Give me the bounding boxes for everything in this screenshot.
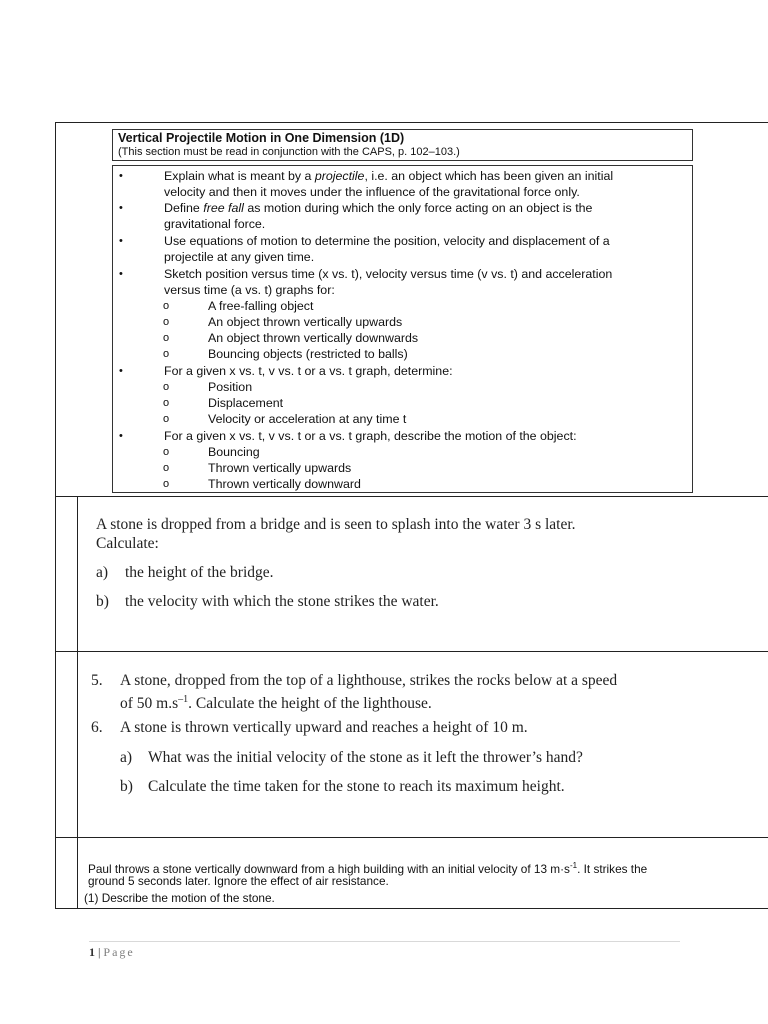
circle-bullet-icon: o (163, 381, 170, 393)
list-item-text: Define free fall as motion during which the only force acting on an object is the (164, 201, 593, 215)
part-text: the height of the bridge. (125, 564, 274, 581)
circle-bullet-icon: o (163, 332, 170, 344)
circle-bullet-icon: o (163, 316, 170, 328)
circle-bullet-icon: o (163, 348, 170, 360)
question-text: Paul throws a stone vertically downward from a high building with an initial velocity of 13 $m\cdot s^{-1}$. It strikes the (88, 861, 648, 876)
objectives-list: • Explain what is meant by a projectile, i.e. an object which has been given an initial velocity and then it moves under the influence of the gravitational force only. • Define free fall as motion during which the only force acting on an object is the gravitational force. • Use equations of motion to determine the position, velocity and displacement of a projectile at any given time. • Sketch position versus time (x vs. t), velocity versus time (v vs. t) and acceleration versus time (a vs. t) graphs for: o A free-falling object o An object thrown vertically upwards o An object thrown vertically downwards o Bouncing objects (restricted to balls) • For a given x vs. t, v vs. t or a vs. t graph, determine: o Position o Displacement o Velocity or acceleration at any time t • For a given x vs. t, v vs. t or a vs. t graph, describe the motion of the object: o Bouncing o Thrown vertically upwards o Thrown vertically downward (112, 165, 693, 493)
page-word: Page (103, 945, 135, 959)
circle-bullet-icon: o (163, 397, 170, 409)
list-item-text: Sketch position versus time (x vs. t), velocity versus time (v vs. t) and acceleration (164, 267, 613, 281)
worksheet-table (55, 122, 768, 909)
list-item-text: For a given x vs. t, v vs. t or a vs. t graph, determine: (164, 364, 453, 378)
question-text: A stone is dropped from a bridge and is seen to splash into the water 3 s later. (96, 516, 576, 533)
question-number: 6. (91, 719, 103, 736)
circle-bullet-icon: o (163, 413, 170, 425)
question-text: (1) Describe the motion of the stone. (84, 891, 275, 905)
page-number: 1 (89, 945, 95, 959)
row-divider (56, 496, 768, 497)
part-text: Calculate the time taken for the stone to reach its maximum height. (148, 778, 565, 795)
question-text: of 50 $m.s^{-1}$. Calculate the height of the lighthouse. (120, 694, 432, 713)
bullet-icon: • (119, 170, 123, 182)
section-header-box (112, 129, 693, 161)
section-title: Vertical Projectile Motion in One Dimension (1D) (118, 131, 405, 145)
part-text: What was the initial velocity of the stone as it left the thrower’s hand? (148, 749, 583, 766)
bullet-icon: • (119, 235, 123, 247)
part-label: b) (96, 593, 109, 610)
part-label: b) (120, 778, 133, 795)
question-text: Calculate: (96, 535, 159, 552)
list-item-text: Explain what is meant by a projectile, i.e. an object which has been given an initial (164, 169, 614, 183)
list-item-text: For a given x vs. t, v vs. t or a vs. t graph, describe the motion of the object: (164, 429, 577, 443)
question-number: 5. (91, 672, 103, 689)
circle-bullet-icon: o (163, 478, 170, 490)
question-text: A stone is thrown vertically upward and reaches a height of 10 m. (120, 719, 528, 736)
circle-bullet-icon: o (163, 300, 170, 312)
row-divider (56, 651, 768, 652)
bullet-icon: • (119, 202, 123, 214)
question-text: ground 5 seconds later. Ignore the effect of air resistance. (88, 874, 389, 888)
margin-column-divider (77, 497, 78, 909)
circle-bullet-icon: o (163, 462, 170, 474)
footer-divider (89, 941, 680, 942)
part-text: the velocity with which the stone strikes the water. (125, 593, 439, 610)
bullet-icon: • (119, 430, 123, 442)
page-footer (89, 945, 135, 960)
footer-separator: | (95, 945, 104, 959)
section-subtitle: (This section must be read in conjunction with the CAPS, p. 102–103.) (118, 146, 460, 158)
list-item-text: Use equations of motion to determine the position, velocity and displacement of a (164, 234, 610, 248)
part-label: a) (120, 749, 133, 766)
question-text: A stone, dropped from the top of a lighthouse, strikes the rocks below at a speed (120, 672, 618, 689)
circle-bullet-icon: o (163, 446, 170, 458)
part-label: a) (96, 564, 109, 581)
bullet-icon: • (119, 268, 123, 280)
row-divider (56, 837, 768, 838)
bullet-icon: • (119, 365, 123, 377)
